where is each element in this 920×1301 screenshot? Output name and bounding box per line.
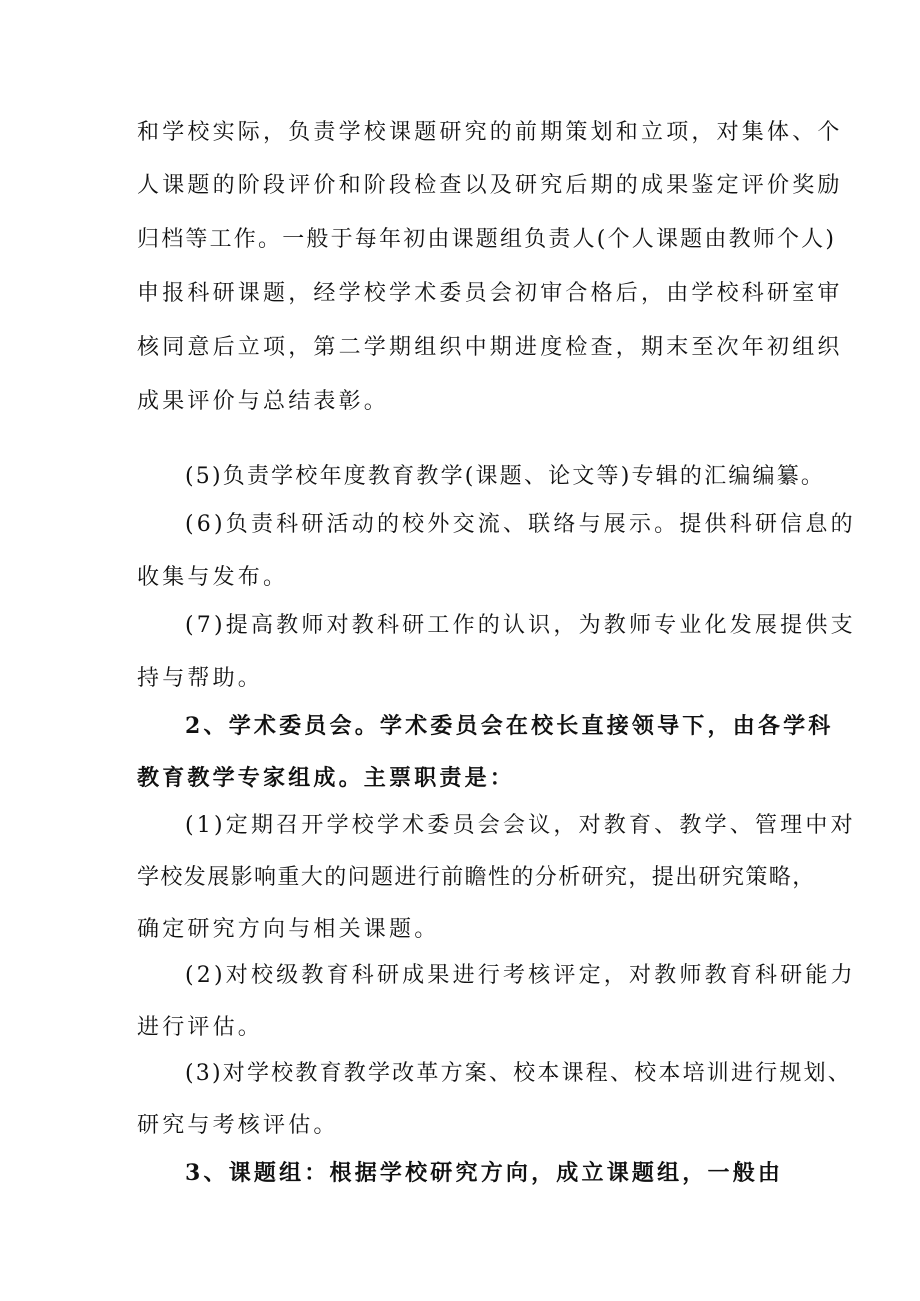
section-heading-3: 3、课题组：根据学校研究方向，成立课题组，一般由 (185, 1160, 784, 1186)
list-item-2: (2)对校级教育科研成果进行考核评定，对教师教育科研能力 (185, 963, 856, 988)
paragraph-line: 核同意后立项，第二学期组织中期进度检查，期末至次年初组织 (137, 335, 843, 360)
paragraph-line: 成果评价与总结表彰。 (137, 389, 390, 414)
list-item-3: (3)对学校教育教学改革方案、校本课程、校本培训进行规划、 (185, 1061, 852, 1086)
paragraph-line: 申报科研课题，经学校学术委员会初审合格后，由学校科研室审 (137, 281, 843, 306)
paragraph-line: 研究与考核评估。 (137, 1113, 339, 1138)
paragraph-line: 持与帮助。 (137, 666, 264, 691)
list-item-5: (5)负责学校年度教育教学(课题、论文等)专辑的汇编编纂。 (185, 464, 826, 489)
paragraph-line: 进行评估。 (137, 1015, 264, 1040)
section-heading-2: 2、学术委员会。学术委员会在校长直接领导下，由各学科 (185, 713, 834, 739)
list-item-1: (1)定期召开学校学术委员会会议，对教育、教学、管理中对 (185, 813, 856, 838)
paragraph-line: 确定研究方向与相关课题。 (137, 917, 440, 942)
paragraph-line: 学校发展影响重大的问题进行前瞻性的分析研究，提出研究策略， (137, 865, 816, 890)
section-heading-2-continued: 教育教学专家组成。主票职责是： (137, 765, 516, 791)
list-item-6: (6)负责科研活动的校外交流、联络与展示。提供科研信息的 (185, 512, 856, 537)
paragraph-line: 归档等工作。一般于每年初由课题组负责人(个人课题由教师个人) (137, 227, 837, 252)
paragraph-line: 和学校实际，负责学校课题研究的前期策划和立项，对集体、个 (137, 120, 843, 145)
paragraph-line: 收集与发布。 (137, 565, 289, 590)
list-item-7: (7)提高教师对教科研工作的认识，为教师专业化发展提供支 (185, 613, 856, 638)
paragraph-line: 人课题的阶段评价和阶段检查以及研究后期的成果鉴定评价奖励 (137, 173, 843, 198)
